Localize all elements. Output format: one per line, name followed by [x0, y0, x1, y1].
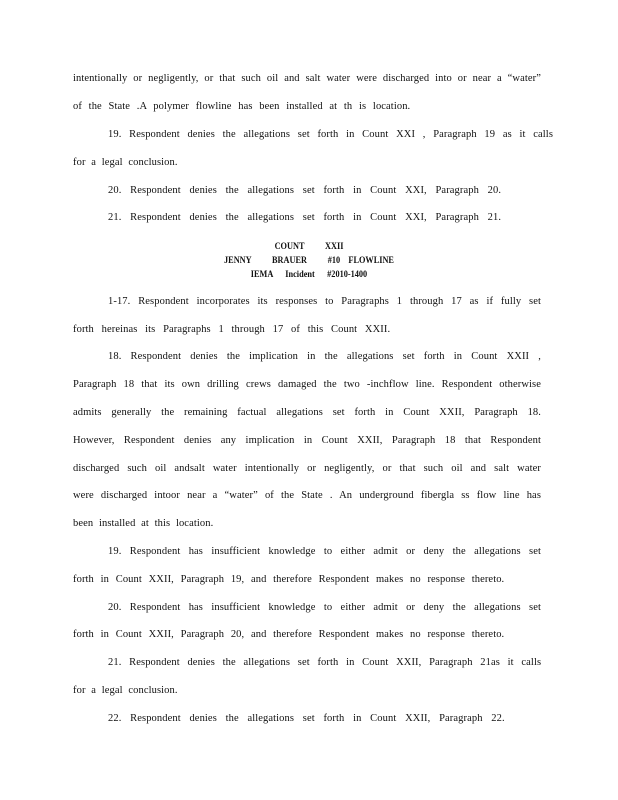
count-heading: COUNT XXII — [274, 241, 344, 251]
paragraph-22-line: 22. Respondent denies the allegations set forth in Count XXII, Paragraph 22. — [108, 713, 505, 724]
text-line: of the State .A polymer flowline has been installed at th is location. — [73, 101, 411, 112]
text-line: been installed at this location. — [73, 518, 214, 529]
paragraph-21-line: 21. Respondent denies the allegations set forth in Count XXII, Paragraph 21as it calls — [108, 657, 542, 668]
text-line: for a legal conclusion. — [73, 685, 178, 696]
text-line: However, Respondent denies any implication in Count XXII, Paragraph 18 that Respondent — [73, 435, 541, 446]
paragraph-20-line: 20. Respondent has insufficient knowledge to either admit or deny the allegations set — [108, 602, 541, 613]
text-line: discharged such oil andsalt water intentionally or negligently, or that such oil and salt water — [73, 463, 541, 474]
paragraph-21-line: 21. Respondent denies the allegations set forth in Count XXI, Paragraph 21. — [108, 212, 502, 223]
paragraph-18-line: 18. Respondent denies the implication in the allegations set forth in Count XXII , — [108, 351, 541, 362]
text-line: forth in Count XXII, Paragraph 20, and therefore Respondent makes no response thereto. — [73, 629, 505, 640]
paragraph-1-17-line: 1-17. Respondent incorporates its responses to Paragraphs 1 through 17 as if fully set — [108, 296, 541, 307]
paragraph-19-line: 19. Respondent denies the allegations set forth in Count XXI , Paragraph 19 as it calls — [108, 129, 554, 140]
text-line: for a legal conclusion. — [73, 157, 178, 168]
text-line: admits generally the remaining factual allegations set forth in Count XXII, Paragraph 18. — [73, 407, 541, 418]
text-line: intentionally or negligently, or that such oil and salt water were discharged into or near a “water” — [73, 73, 541, 84]
paragraph-19-line: 19. Respondent has insufficient knowledge to either admit or deny the allegations set — [108, 546, 541, 557]
text-line: forth hereinas its Paragraphs 1 through 17 of this Count XXII. — [73, 324, 391, 335]
paragraph-20-line: 20. Respondent denies the allegations set forth in Count XXI, Paragraph 20. — [108, 185, 502, 196]
count-incident: IEMA Incident #2010-1400 — [250, 269, 368, 279]
text-line: were discharged intoor near a “water” of the State . An underground fibergla ss flow line has — [73, 490, 541, 501]
text-line: forth in Count XXII, Paragraph 19, and therefore Respondent makes no response thereto. — [73, 574, 505, 585]
count-subheading: JENNY BRAUER #10 FLOWLINE — [224, 255, 394, 265]
text-line: Paragraph 18 that its own drilling crews damaged the two -inchflow line. Respondent otherwise — [73, 379, 541, 390]
